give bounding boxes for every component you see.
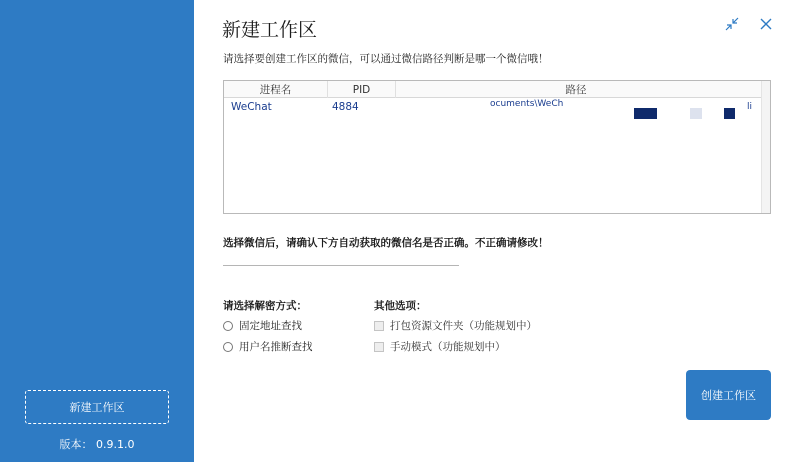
checkbox-label: 手动模式（功能规划中） bbox=[390, 341, 506, 353]
redaction-block bbox=[634, 108, 657, 119]
wechat-name-field[interactable] bbox=[223, 250, 459, 266]
page-title: 新建工作区 bbox=[222, 19, 318, 41]
create-workspace-button[interactable]: 创建工作区 bbox=[686, 370, 771, 420]
sidebar bbox=[0, 0, 194, 462]
cell-pid: 4884 bbox=[332, 101, 359, 113]
table-scrollbar[interactable] bbox=[761, 81, 770, 213]
checkbox-manual-mode[interactable] bbox=[374, 339, 506, 354]
version-label: 版本： bbox=[59, 438, 93, 451]
new-workspace-button[interactable]: 新建工作区 bbox=[25, 390, 169, 424]
process-table[interactable] bbox=[223, 80, 771, 214]
confirm-notice: 选择微信后，请确认下方自动获取的微信名是否正确。不正确请修改！ bbox=[223, 237, 549, 249]
shrink-arrows-icon[interactable] bbox=[724, 16, 740, 32]
version-info bbox=[0, 436, 194, 452]
table-header bbox=[224, 81, 770, 98]
column-header-path[interactable]: 路径 bbox=[565, 84, 587, 96]
radio-button[interactable] bbox=[223, 342, 233, 352]
radio-label: 用户名推断查找 bbox=[239, 341, 313, 353]
decrypt-method-title: 请选择解密方式： bbox=[223, 300, 307, 312]
cell-path: ocuments\WeCh bbox=[490, 99, 564, 107]
checkbox-label: 打包资源文件夹（功能规划中） bbox=[390, 320, 537, 332]
other-options-title: 其他选项： bbox=[374, 300, 427, 312]
radio-username-infer[interactable] bbox=[223, 339, 313, 354]
radio-label: 固定地址查找 bbox=[239, 320, 302, 332]
checkbox[interactable] bbox=[374, 321, 384, 331]
version-value: 0.9.1.0 bbox=[96, 438, 135, 451]
radio-fixed-address[interactable] bbox=[223, 318, 302, 333]
cell-path-tail: li bbox=[747, 102, 753, 112]
redaction-block bbox=[690, 108, 702, 119]
column-header-name[interactable]: 进程名 bbox=[224, 81, 328, 98]
cell-process-name: WeChat bbox=[231, 101, 272, 113]
checkbox-pack-resources[interactable] bbox=[374, 318, 537, 333]
main-panel bbox=[194, 0, 800, 462]
table-row[interactable] bbox=[224, 99, 770, 115]
checkbox[interactable] bbox=[374, 342, 384, 352]
radio-button[interactable] bbox=[223, 321, 233, 331]
close-icon[interactable] bbox=[758, 16, 774, 32]
redaction-block bbox=[724, 108, 735, 119]
subtitle: 请选择要创建工作区的微信，可以通过微信路径判断是哪一个微信哦！ bbox=[223, 53, 549, 65]
column-header-pid[interactable]: PID bbox=[328, 81, 396, 98]
